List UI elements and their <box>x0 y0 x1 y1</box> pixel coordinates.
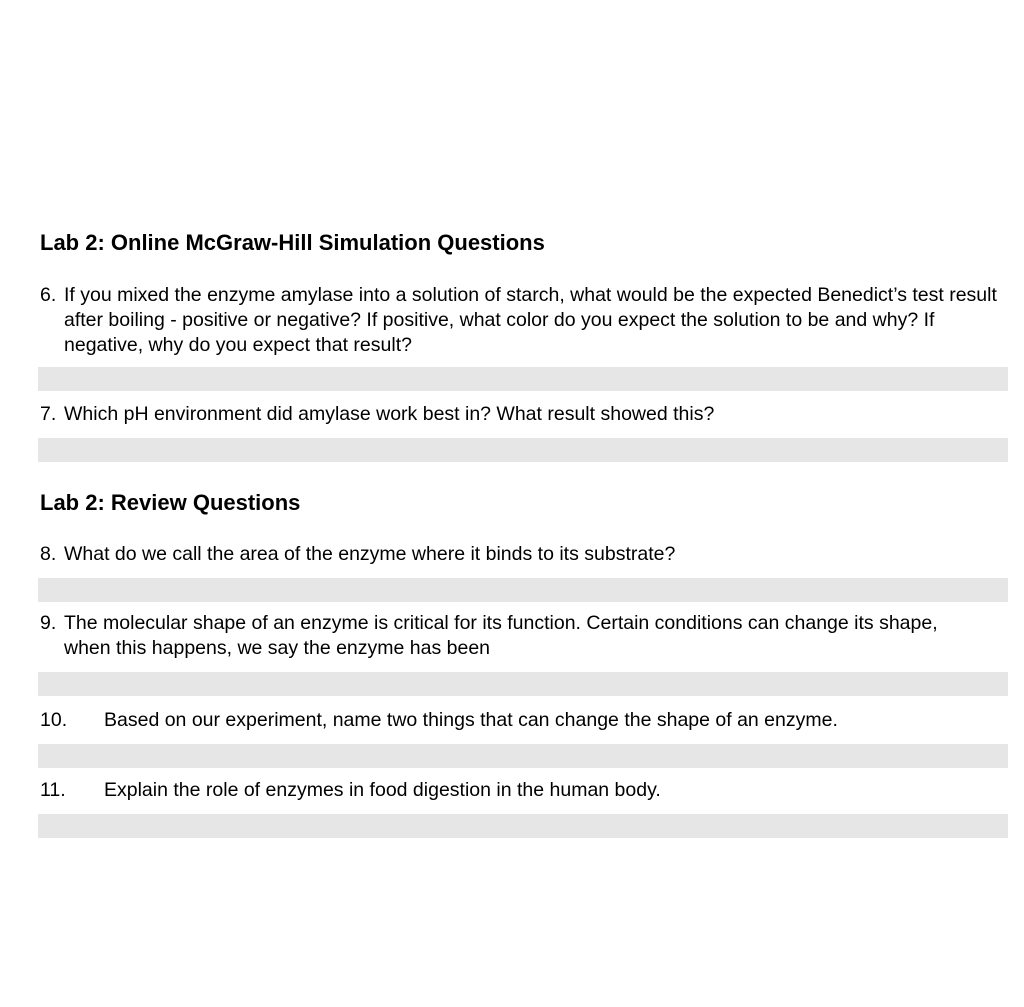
question-7 <box>40 402 1012 427</box>
question-6 <box>40 283 1012 358</box>
question-text: Which pH environment did amylase work best in? What result showed this? <box>64 403 715 425</box>
question-text: Explain the role of enzymes in food digestion in the human body. <box>104 779 661 801</box>
question-text: What do we call the area of the enzyme where it binds to its substrate? <box>64 543 676 565</box>
question-number: 9. <box>40 612 57 634</box>
section-heading-simulation: Lab 2: Online McGraw-Hill Simulation Questions <box>40 230 545 255</box>
question-8 <box>40 542 1012 567</box>
answer-field-9[interactable] <box>38 672 1008 696</box>
question-number: 6. <box>40 284 57 306</box>
question-number: 11. <box>40 779 66 801</box>
question-number: 7. <box>40 403 57 425</box>
question-text: The molecular shape of an enzyme is critical for its function. Certain conditions can change its shape, when this happens, we say the enzyme has been <box>64 612 938 659</box>
question-number: 8. <box>40 543 57 565</box>
question-text: If you mixed the enzyme amylase into a solution of starch, what would be the expected Benedict’s test result after boiling - positive or negative? If positive, what color do you expect the solution to be and why? If negative, why do you expect that result? <box>64 284 997 356</box>
question-9 <box>40 611 964 661</box>
question-text: Based on our experiment, name two things that can change the shape of an enzyme. <box>104 709 838 731</box>
answer-field-6[interactable] <box>38 367 1008 391</box>
question-11 <box>40 778 1012 803</box>
question-10 <box>40 708 1012 733</box>
answer-field-8[interactable] <box>38 578 1008 602</box>
answer-field-11[interactable] <box>38 814 1008 838</box>
section-heading-review: Lab 2: Review Questions <box>40 490 301 515</box>
question-number: 10. <box>40 709 68 731</box>
answer-field-10[interactable] <box>38 744 1008 768</box>
answer-field-7[interactable] <box>38 438 1008 462</box>
